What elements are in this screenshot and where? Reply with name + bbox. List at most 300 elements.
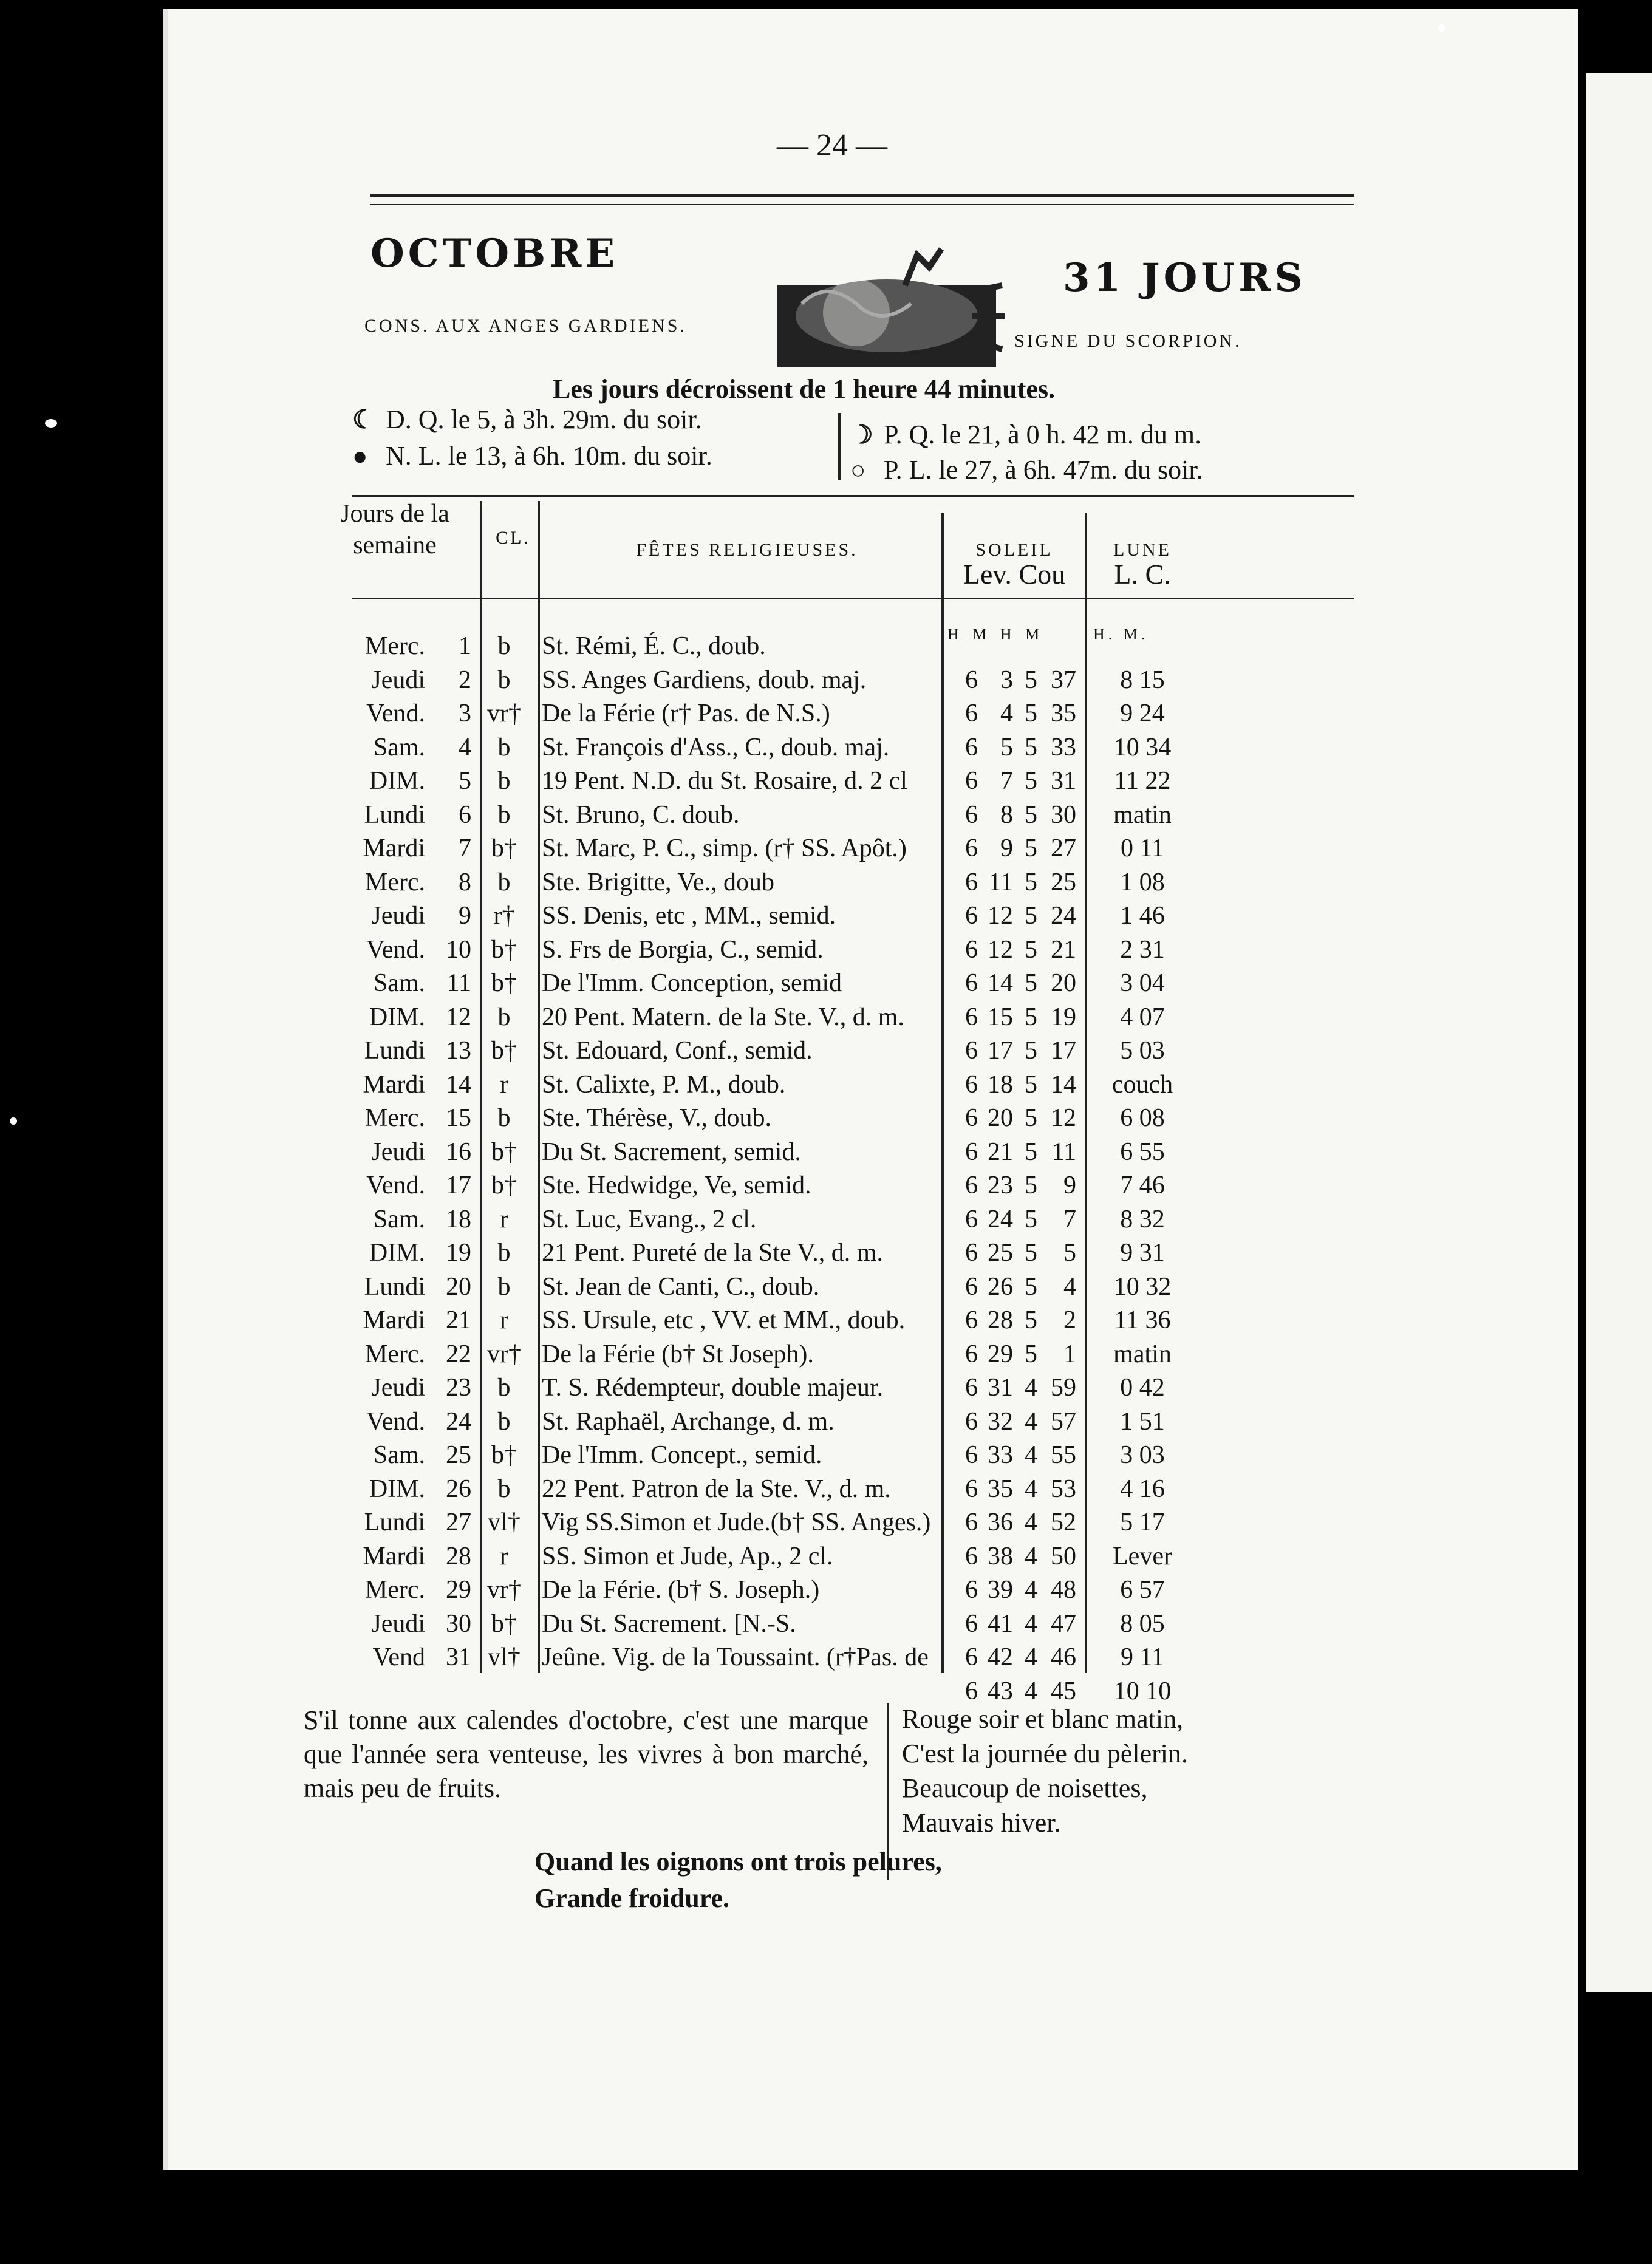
cell-h1: 6 <box>965 1137 978 1166</box>
table-row <box>304 1475 1360 1507</box>
days-count: 31 JOURS <box>1063 255 1306 301</box>
proverb-right-line-2: C'est la journée du pèlerin. <box>902 1739 1189 1768</box>
cell-m2: 37 <box>1051 666 1076 694</box>
cell-h2: 5 <box>1025 1037 1037 1065</box>
cell-fete: 20 Pent. Matern. de la Ste. V., d. m. <box>542 1003 904 1031</box>
cell-h2: 5 <box>1025 1171 1037 1199</box>
cell-num: 5 <box>459 767 471 795</box>
scan-speck <box>1438 24 1445 32</box>
cell-h1: 6 <box>965 1475 978 1503</box>
cell-num: 10 <box>446 935 471 964</box>
cell-day: Merc. <box>364 1340 425 1368</box>
cell-h1: 6 <box>965 902 978 930</box>
cell-fete: SS. Ursule, etc , VV. et MM., doub. <box>542 1306 906 1334</box>
cell-h1: 6 <box>965 1643 978 1671</box>
cell-day: Merc. <box>364 1104 425 1132</box>
units-soleil: H M H M <box>947 626 1045 643</box>
units-lune: H. M. <box>1093 626 1149 643</box>
moon-new-icon: ● <box>352 443 368 471</box>
cell-fete: Ste. Hedwidge, Ve, semid. <box>542 1171 811 1199</box>
cell-num: 12 <box>446 1003 471 1031</box>
cell-m2: 4 <box>1063 1272 1076 1301</box>
cell-h2: 5 <box>1025 902 1037 930</box>
cell-num: 11 <box>446 969 471 997</box>
cell-h1: 6 <box>965 1272 978 1301</box>
cell-num: 19 <box>446 1239 471 1267</box>
page-number: — 24 — <box>777 128 887 163</box>
cell-lune: matin <box>1113 1340 1172 1368</box>
moon-phase-full-moon: ○ P. L. le 27, à 6h. 47m. du soir. <box>850 455 1203 485</box>
cell-cl: b† <box>491 1171 517 1199</box>
cell-lune: 9 11 <box>1121 1643 1164 1671</box>
cell-m2: 2 <box>1063 1306 1076 1334</box>
table-row <box>304 1205 1360 1238</box>
cell-m2: 27 <box>1051 834 1076 862</box>
cell-cl: vr† <box>487 1576 521 1604</box>
daylength-note: Les jours décroissent de 1 heure 44 minutes. <box>553 374 1056 404</box>
cell-cl: b <box>497 632 511 660</box>
cell-day: Mardi <box>363 1070 425 1099</box>
cell-num: 31 <box>446 1643 471 1671</box>
cell-h2: 5 <box>1025 969 1037 997</box>
table-row <box>304 1609 1360 1642</box>
cell-num: 20 <box>446 1272 471 1301</box>
cell-day: Merc. <box>364 868 425 896</box>
dedication: CONS. AUX ANGES GARDIENS. <box>364 316 687 336</box>
cell-h2: 5 <box>1025 1205 1037 1233</box>
cell-lune: 8 05 <box>1120 1609 1165 1638</box>
cell-cl: vl† <box>488 1643 521 1671</box>
proverb-right-line-4: Mauvais hiver. <box>902 1808 1061 1838</box>
cell-h2: 5 <box>1025 1137 1037 1166</box>
cell-m2: 59 <box>1051 1374 1076 1402</box>
cell-m1: 14 <box>988 969 1013 997</box>
cell-h1: 6 <box>965 1306 978 1334</box>
moon-phase-new-moon: ● N. L. le 13, à 6h. 10m. du soir. <box>352 441 712 471</box>
phase-divider <box>838 413 841 480</box>
cell-h2: 5 <box>1025 1070 1037 1099</box>
cell-lune: 4 07 <box>1120 1003 1165 1031</box>
cell-fete: St. Rémi, É. C., doub. <box>542 632 766 660</box>
cell-cl: b <box>497 800 511 829</box>
cell-lune: 9 24 <box>1120 700 1165 728</box>
cell-cl: b† <box>491 969 517 997</box>
cell-m1: 15 <box>988 1003 1013 1031</box>
cell-h1: 6 <box>965 1407 978 1436</box>
cell-lune: 10 32 <box>1113 1272 1172 1301</box>
table-row <box>304 632 1360 664</box>
cell-m2: 7 <box>1063 1205 1076 1233</box>
cell-m1: 9 <box>1000 834 1013 862</box>
cell-lune: 0 42 <box>1120 1374 1165 1402</box>
cell-cl: b† <box>491 1137 517 1166</box>
cell-day: Lundi <box>364 1037 425 1065</box>
month-title: OCTOBRE <box>370 231 619 276</box>
cell-lune: 6 57 <box>1120 1576 1165 1604</box>
table-row <box>304 901 1360 934</box>
cell-h1: 6 <box>965 700 978 728</box>
cell-h1: 6 <box>965 1609 978 1638</box>
cell-cl: b <box>497 1407 511 1436</box>
cell-h2: 4 <box>1025 1542 1037 1570</box>
cell-num: 26 <box>446 1475 471 1503</box>
cell-h1: 6 <box>965 1070 978 1099</box>
cell-num: 8 <box>459 868 471 896</box>
cell-h2: 4 <box>1025 1643 1037 1671</box>
cell-fete: 21 Pent. Pureté de la Ste V., d. m. <box>542 1239 883 1267</box>
proverb-bottom-line-1: Quand les oignons ont trois pelures, <box>534 1847 942 1877</box>
cell-h1: 6 <box>965 1171 978 1199</box>
zodiac-sign: SIGNE DU SCORPION. <box>1014 331 1242 351</box>
cell-day: Vend. <box>366 700 425 728</box>
table-row <box>304 935 1360 968</box>
cell-cl: b <box>497 1239 511 1267</box>
cell-fete: St. Edouard, Conf., semid. <box>542 1037 813 1065</box>
cell-fete: Vig SS.Simon et Jude.(b† SS. Anges.) <box>542 1509 931 1536</box>
cell-fete: St. Raphaël, Archange, d. m. <box>542 1407 835 1436</box>
cell-m2: 14 <box>1051 1070 1076 1099</box>
table-row <box>304 1407 1360 1440</box>
cell-lune: 3 04 <box>1120 969 1165 997</box>
cell-m2: 33 <box>1051 733 1076 762</box>
cell-m1: 7 <box>1000 767 1013 795</box>
cell-day: Mardi <box>363 1306 425 1334</box>
cell-day: DIM. <box>369 1003 425 1031</box>
cell-m1: 43 <box>988 1677 1013 1705</box>
cell-cl: b <box>497 1475 511 1503</box>
cell-day: Vend <box>372 1643 425 1671</box>
cell-m1: 24 <box>988 1205 1013 1233</box>
cell-h1: 6 <box>965 969 978 997</box>
cell-m1: 39 <box>988 1576 1013 1604</box>
cell-h2: 5 <box>1025 666 1037 694</box>
cell-h1: 6 <box>965 1205 978 1233</box>
cell-fete: De l'Imm. Concept., semid. <box>542 1441 822 1469</box>
cell-lune: 3 03 <box>1120 1441 1165 1469</box>
table-row <box>304 733 1360 766</box>
cell-h1: 6 <box>965 1003 978 1031</box>
cell-h2: 5 <box>1025 935 1037 964</box>
cell-lune: 5 17 <box>1120 1509 1165 1536</box>
cell-num: 18 <box>446 1205 471 1233</box>
cell-h2: 4 <box>1025 1475 1037 1503</box>
cell-lune: 9 31 <box>1120 1239 1165 1267</box>
cell-cl: b† <box>491 1609 517 1638</box>
cell-cl: b <box>497 767 511 795</box>
cell-m2: 48 <box>1051 1576 1076 1604</box>
proverb-right-line-3: Beaucoup de noisettes, <box>902 1773 1148 1803</box>
cell-day: DIM. <box>369 767 425 795</box>
moon-first-quarter-icon: ☽ <box>850 421 873 449</box>
cell-day: Jeudi <box>371 902 425 930</box>
table-row <box>304 1340 1360 1372</box>
cell-h2: 5 <box>1025 834 1037 862</box>
table-row <box>304 666 1360 698</box>
cell-lune: 1 08 <box>1120 868 1165 896</box>
cell-num: 4 <box>459 733 471 762</box>
cell-m2: 11 <box>1051 1137 1076 1166</box>
cell-m2: 9 <box>1063 1171 1076 1199</box>
cell-m2: 50 <box>1051 1542 1076 1570</box>
cell-fete: Du St. Sacrement, semid. <box>542 1137 801 1166</box>
cell-h1: 6 <box>965 1340 978 1368</box>
scan-speck <box>10 1117 17 1125</box>
cell-m2: 45 <box>1051 1677 1076 1705</box>
cell-cl: b† <box>491 1441 517 1469</box>
cell-m1: 18 <box>988 1070 1013 1099</box>
table-row <box>304 1373 1360 1406</box>
cell-h2: 5 <box>1025 1003 1037 1031</box>
cell-m2: 17 <box>1051 1037 1076 1065</box>
cell-h2: 4 <box>1025 1509 1037 1536</box>
col-head-days: Jours de la semaine <box>340 500 449 559</box>
cell-h1: 6 <box>965 1677 978 1705</box>
cell-lune: 4 16 <box>1120 1475 1165 1503</box>
cell-fete: Ste. Brigitte, Ve., doub <box>542 868 775 896</box>
facing-page-edge <box>1586 73 1652 1992</box>
cell-cl: b <box>497 868 511 896</box>
page-content <box>304 0 1360 2126</box>
cell-m2: 55 <box>1051 1441 1076 1469</box>
cell-day: Jeudi <box>371 666 425 694</box>
cell-h2: 5 <box>1025 1306 1037 1334</box>
cell-lune: 7 46 <box>1120 1171 1165 1199</box>
cell-h2: 5 <box>1025 868 1037 896</box>
cell-num: 2 <box>459 666 471 694</box>
cell-lune: couch <box>1111 1070 1173 1099</box>
table-row <box>304 1272 1360 1305</box>
moon-phase-last-quarter: ☾ D. Q. le 5, à 3h. 29m. du soir. <box>352 404 702 434</box>
cell-day: Merc. <box>364 632 425 660</box>
cell-m1: 29 <box>988 1340 1013 1368</box>
col-head-soleil: SOLEIL <box>975 540 1053 560</box>
cell-day: Lundi <box>364 1509 425 1536</box>
cell-h1: 6 <box>965 666 978 694</box>
table-head-rule <box>352 598 1354 599</box>
cell-h2: 4 <box>1025 1576 1037 1604</box>
cell-h1: 6 <box>965 834 978 862</box>
cell-h2: 5 <box>1025 1340 1037 1368</box>
cell-day: Jeudi <box>371 1609 425 1638</box>
cell-lune: 0 11 <box>1121 834 1164 862</box>
table-row <box>304 1070 1360 1103</box>
cell-h2: 5 <box>1025 1272 1037 1301</box>
cell-day: Vend. <box>366 1407 425 1436</box>
cell-h2: 5 <box>1025 733 1037 762</box>
cell-num: 9 <box>459 902 471 930</box>
cell-m1: 28 <box>988 1306 1013 1334</box>
cell-m1: 32 <box>988 1407 1013 1436</box>
cell-fete: S. Frs de Borgia, C., semid. <box>542 935 824 964</box>
table-row <box>304 1103 1360 1136</box>
table-row <box>304 1306 1360 1338</box>
cell-h1: 6 <box>965 868 978 896</box>
cell-num: 28 <box>446 1542 471 1570</box>
cell-m1: 12 <box>988 902 1013 930</box>
cell-num: 14 <box>446 1070 471 1099</box>
cell-lune: 8 15 <box>1120 666 1165 694</box>
cell-m2: 1 <box>1063 1340 1076 1368</box>
cell-h2: 5 <box>1025 800 1037 829</box>
cell-m2: 35 <box>1051 700 1076 728</box>
col-head-lune-sub: L. C. <box>1114 559 1171 590</box>
table-row <box>304 1171 1360 1204</box>
cell-fete: St. Bruno, C. doub. <box>542 800 740 829</box>
cell-m1: 33 <box>988 1441 1013 1469</box>
cell-m2: 25 <box>1051 868 1076 896</box>
cell-cl: b <box>497 1374 511 1402</box>
table-row <box>304 699 1360 732</box>
table-row <box>304 1003 1360 1035</box>
top-rule <box>370 194 1354 197</box>
table-row <box>304 834 1360 867</box>
cell-m1: 26 <box>988 1272 1013 1301</box>
cell-num: 21 <box>446 1306 471 1334</box>
table-row <box>304 1508 1360 1541</box>
cell-num: 22 <box>446 1340 471 1368</box>
cell-num: 27 <box>446 1509 471 1536</box>
cell-day: Sam. <box>373 733 425 762</box>
cell-cl: b† <box>491 1037 517 1065</box>
cell-cl: vl† <box>488 1509 521 1536</box>
table-row <box>304 1643 1360 1676</box>
table-row <box>304 1036 1360 1069</box>
cell-fete: SS. Denis, etc , MM., semid. <box>542 902 836 930</box>
cell-fete: 19 Pent. N.D. du St. Rosaire, d. 2 cl <box>542 767 907 795</box>
cell-m1: 36 <box>988 1509 1013 1536</box>
cell-m1: 4 <box>1000 700 1013 728</box>
cell-cl: b† <box>491 834 517 862</box>
cell-fete: De l'Imm. Conception, semid <box>542 969 842 997</box>
cell-lune: 1 51 <box>1120 1407 1165 1436</box>
cell-cl: b <box>497 1104 511 1132</box>
cell-h2: 5 <box>1025 700 1037 728</box>
cell-lune: 10 34 <box>1113 733 1172 762</box>
cell-m2: 24 <box>1051 902 1076 930</box>
cell-day: Mardi <box>363 1542 425 1570</box>
cell-lune: 11 22 <box>1114 767 1171 795</box>
cell-fete: St. François d'Ass., C., doub. maj. <box>542 733 890 762</box>
cell-cl: b <box>497 1272 511 1301</box>
cell-num: 24 <box>446 1407 471 1436</box>
proverb-left: S'il tonne aux calendes d'octobre, c'est une marque que l'année sera venteuse, les vivres à bon marché, mais peu de fruits. <box>304 1705 869 1803</box>
cell-num: 23 <box>446 1374 471 1402</box>
cell-day: Jeudi <box>371 1137 425 1166</box>
cell-num: 29 <box>446 1576 471 1604</box>
cell-cl: r <box>500 1070 508 1099</box>
cell-num: 3 <box>459 700 471 728</box>
cell-h2: 5 <box>1025 767 1037 795</box>
cell-cl: vr† <box>487 1340 521 1368</box>
cell-fete: St. Calixte, P. M., doub. <box>542 1070 786 1099</box>
col-head-soleil-sub: Lev. Cou <box>963 559 1066 590</box>
cell-cl: b <box>497 666 511 694</box>
cell-h1: 6 <box>965 1037 978 1065</box>
cell-h2: 5 <box>1025 1104 1037 1132</box>
cell-h1: 6 <box>965 800 978 829</box>
cell-day: DIM. <box>369 1239 425 1267</box>
cell-lune: matin <box>1113 800 1172 829</box>
cell-m1: 3 <box>1000 666 1013 694</box>
cell-h2: 4 <box>1025 1677 1037 1705</box>
col-head-lune: LUNE <box>1113 540 1172 560</box>
table-top-rule <box>352 495 1354 497</box>
cell-day: Sam. <box>373 969 425 997</box>
cell-m1: 25 <box>988 1239 1013 1267</box>
cell-h1: 6 <box>965 1374 978 1402</box>
cell-day: Jeudi <box>371 1374 425 1402</box>
cell-fete: St. Jean de Canti, C., doub. <box>542 1272 820 1301</box>
cell-day: Lundi <box>364 1272 425 1301</box>
cell-m1: 11 <box>988 868 1013 896</box>
cell-lune: 1 46 <box>1120 902 1165 930</box>
cell-fete: 22 Pent. Patron de la Ste. V., d. m. <box>542 1475 891 1503</box>
cell-h2: 5 <box>1025 1239 1037 1267</box>
cell-fete: T. S. Rédempteur, double majeur. <box>542 1374 884 1402</box>
cell-fete: SS. Anges Gardiens, doub. maj. <box>542 666 867 694</box>
cell-h1: 6 <box>965 1441 978 1469</box>
table-row <box>304 1575 1360 1608</box>
cell-m2: 52 <box>1051 1509 1076 1536</box>
cell-num: 6 <box>459 800 471 829</box>
cell-num: 16 <box>446 1137 471 1166</box>
table-row <box>304 800 1360 833</box>
table-row <box>304 1542 1360 1575</box>
cell-lune: 2 31 <box>1120 935 1165 964</box>
cell-m2: 46 <box>1051 1643 1076 1671</box>
cell-m1: 41 <box>988 1609 1013 1638</box>
cell-cl: b <box>497 1003 511 1031</box>
table-row <box>304 969 1360 1001</box>
cell-lune: 10 10 <box>1113 1677 1172 1705</box>
cell-m1: 21 <box>988 1137 1013 1166</box>
cell-cl: r† <box>493 902 515 930</box>
cell-m1: 31 <box>988 1374 1013 1402</box>
cell-m2: 5 <box>1063 1239 1076 1267</box>
cell-fete: St. Marc, P. C., simp. (r† SS. Apôt.) <box>542 834 907 862</box>
cell-num: 25 <box>446 1441 471 1469</box>
top-rule-thin <box>370 204 1354 205</box>
table-row <box>304 1238 1360 1271</box>
proverb-bottom-line-2: Grande froidure. <box>534 1883 730 1913</box>
cell-m2: 53 <box>1051 1475 1076 1503</box>
cell-m2: 20 <box>1051 969 1076 997</box>
cell-h2: 4 <box>1025 1407 1037 1436</box>
cell-m1: 20 <box>988 1104 1013 1132</box>
cell-m2: 12 <box>1051 1104 1076 1132</box>
scan-speck <box>45 419 57 428</box>
cell-fete: Ste. Thérèse, V., doub. <box>542 1104 771 1132</box>
cell-m2: 19 <box>1051 1003 1076 1031</box>
cell-lune: 11 36 <box>1114 1306 1171 1334</box>
cell-m2: 31 <box>1051 767 1076 795</box>
col-head-fetes: FÊTES RELIGIEUSES. <box>636 540 858 560</box>
cell-day: DIM. <box>369 1475 425 1503</box>
cell-day: Sam. <box>373 1205 425 1233</box>
cell-fete: Jeûne. Vig. de la Toussaint. (r†Pas. de <box>542 1643 929 1671</box>
cell-cl: b† <box>491 935 517 964</box>
cell-h1: 6 <box>965 1542 978 1570</box>
cell-m1: 38 <box>988 1542 1013 1570</box>
moon-phase-first-quarter: ☽ P. Q. le 21, à 0 h. 42 m. du m. <box>850 420 1202 449</box>
cell-fete: St. Luc, Evang., 2 cl. <box>542 1205 757 1233</box>
proverb-right-line-1: Rouge soir et blanc matin, <box>902 1704 1184 1734</box>
scorpion-emblem-icon <box>765 243 1008 370</box>
cell-m1: 8 <box>1000 800 1013 829</box>
cell-fete: De la Férie (r† Pas. de N.S.) <box>542 700 830 728</box>
cell-m1: 5 <box>1000 733 1013 762</box>
table-row <box>304 868 1360 901</box>
